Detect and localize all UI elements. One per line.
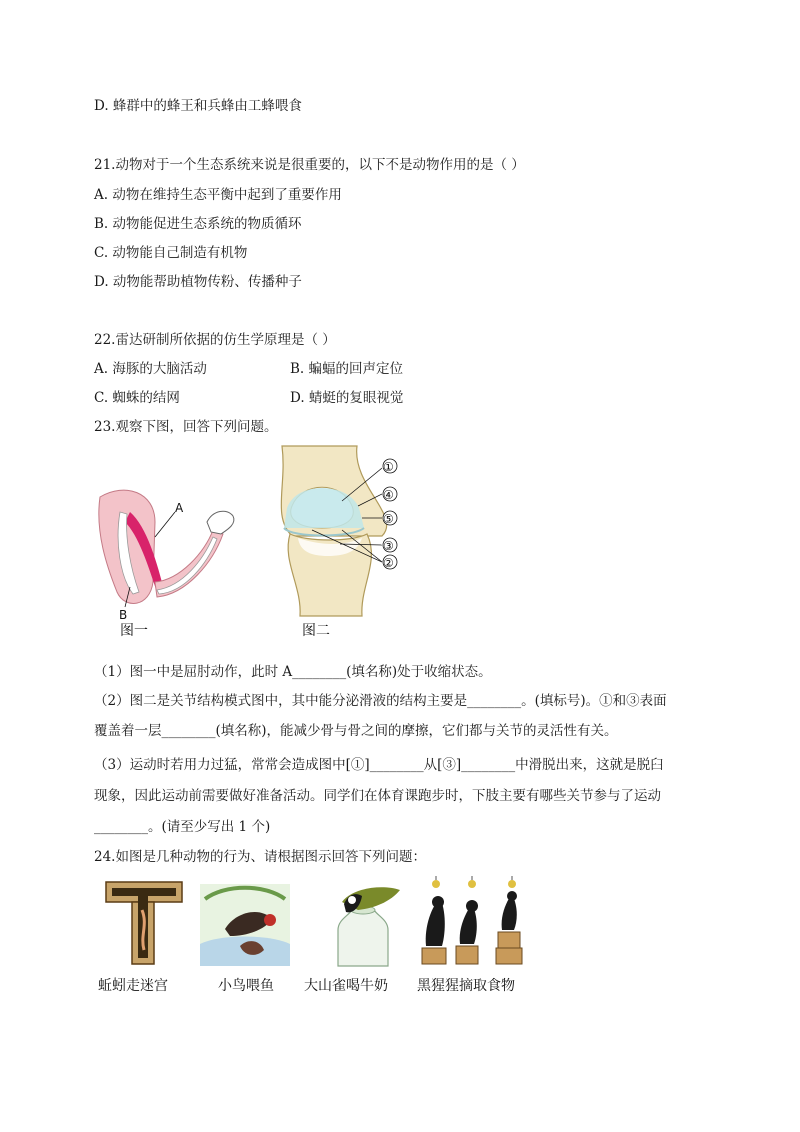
caption-great-tit-milk: 大山雀喝牛奶 (304, 978, 388, 994)
q20-option-d: D. 蜂群中的蜂王和兵蜂由工蜂喂食 (94, 98, 302, 114)
q22-option-a: A. 海豚的大脑活动 (94, 361, 207, 377)
fig2-label-5: ⑤ (383, 512, 394, 526)
fig2-label-4: ④ (383, 488, 394, 502)
fig2-caption: 图二 (302, 623, 330, 639)
caption-chimpanzee-food: 黑猩猩摘取食物 (417, 978, 515, 994)
chimpanzee-food-figure (418, 876, 528, 966)
q21-option-b: B. 动物能促进生态系统的物质循环 (94, 216, 302, 232)
q24-stem: 24.如图是几种动物的行为、请根据图示回答下列问题： (94, 849, 426, 865)
q23-line-5: 现象，因此运动前需要做好准备活动。同学们在体育课跑步时，下肢主要有哪些关节参与了运动 (94, 788, 661, 804)
q21-option-d: D. 动物能帮助植物传粉、传播种子 (94, 274, 302, 290)
fig2-label-3: ③ (383, 539, 394, 553)
q23-stem: 23.观察下图，回答下列问题。 (94, 419, 278, 435)
fig2-label-2: ② (383, 556, 394, 570)
q23-line-3: 覆盖着一层________(填名称)，能减少骨与骨之间的摩擦，它们都与关节的灵活性有关。 (94, 723, 618, 739)
q22-option-c: C. 蜘蛛的结网 (94, 390, 180, 406)
q22-option-b: B. 蝙蝠的回声定位 (290, 361, 404, 377)
q23-line-4: （3）运动时若用力过猛，常常会造成图中[①]________从[③]________中滑脱出来，这就是脱臼 (94, 757, 664, 773)
fig2-label-1: ① (383, 460, 394, 474)
q23-line-1: （1）图一中是屈肘动作，此时 A________(填名称)处于收缩状态。 (94, 664, 492, 680)
joint-structure-figure (262, 446, 412, 616)
earthworm-maze-figure (104, 880, 184, 965)
bird-feeding-fish-figure (200, 884, 290, 966)
caption-bird-feeding-fish: 小鸟喂鱼 (218, 978, 274, 994)
fig1-label-b: B (119, 608, 128, 622)
caption-earthworm-maze: 蚯蚓走迷宫 (98, 978, 168, 994)
q23-line-2: （2）图二是关节结构模式图中，其中能分泌滑液的结构主要是________。(填标号)。①和③表面 (94, 693, 667, 709)
q22-stem: 22.雷达研制所依据的仿生学原理是（ ） (94, 332, 336, 348)
q21-option-c: C. 动物能自己制造有机物 (94, 245, 248, 261)
q21-option-a: A. 动物在维持生态平衡中起到了重要作用 (94, 187, 342, 203)
q23-line-6: ________。(请至少写出 1 个) (94, 819, 271, 835)
arm-flex-figure (95, 482, 245, 622)
q22-option-d: D. 蜻蜓的复眼视觉 (290, 390, 404, 406)
fig1-label-a: A (175, 501, 184, 515)
q21-stem: 21.动物对于一个生态系统来说是很重要的，以下不是动物作用的是（ ） (94, 157, 525, 173)
fig1-caption: 图一 (120, 623, 148, 639)
great-tit-milk-figure (322, 880, 404, 966)
